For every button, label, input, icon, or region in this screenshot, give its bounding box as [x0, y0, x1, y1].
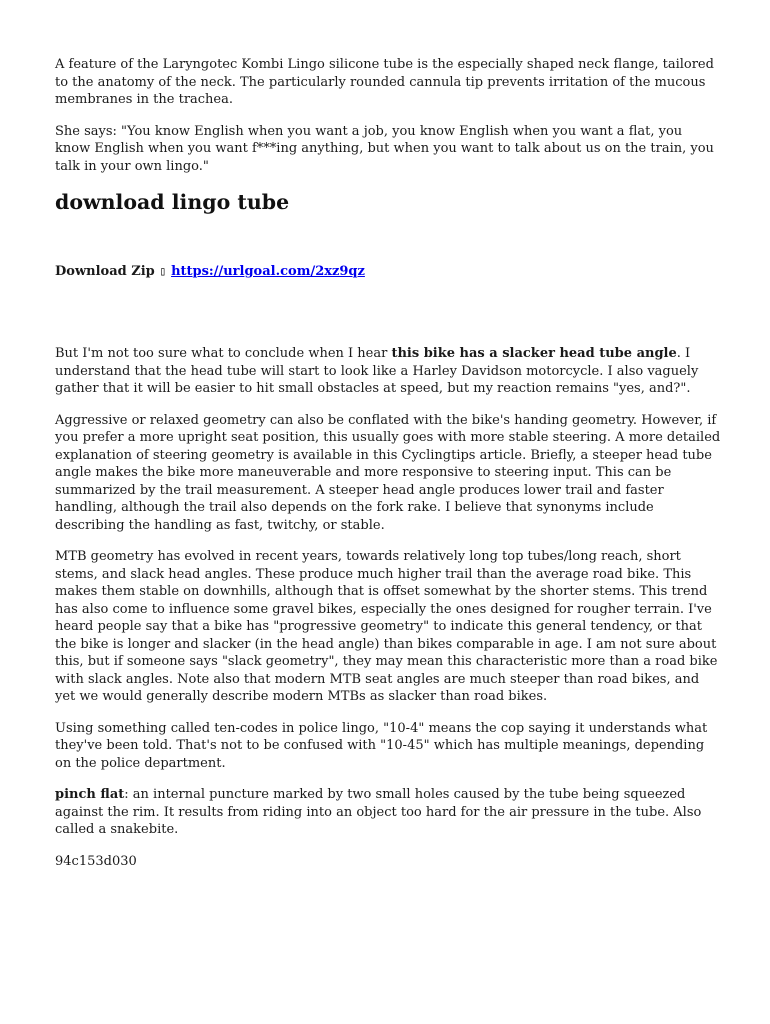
paragraph-mtb-geometry: MTB geometry has evolved in recent years, towards relatively long top tubes/long reach, short stems, and slack head angles. These produce much higher trail than the average road bike. This makes them stable on downhills, although that is offset somewhat by the shorter stems. This trend has also come to influence some gravel bikes, especially the ones designed for rougher terrain. I've heard people say that a bike has "progressive geometry" to indicate this general tendency, or that the bike is longer and slacker (in the head angle) than bikes comparable in age. I am not sure about this, but if someone says "slack geometry", they may mean this characteristic more than a road bike with slack angles. Note also that modern MTB seat angles are much steeper than road bikes, and yet we would generally describe modern MTBs as slacker than road bikes. — [55, 549, 718, 704]
page-heading: download lingo tube — [55, 190, 290, 214]
bold-phrase: this bike has a slacker head tube angle — [391, 346, 677, 361]
paragraph-laryngotec: A feature of the Laryngotec Kombi Lingo silicone tube is the especially shaped neck flange, tailored to the anatomy of the neck. The particularly rounded cannula tip prevents irritation of the mucous membranes in the trachea. — [55, 57, 714, 107]
missing-glyph-icon: ▯ — [159, 264, 167, 278]
paragraph-head-tube: But I'm not too sure what to conclude when I hear this bike has a slacker head tube angle. I understand that the head tube will start to look like a Harley Davidson motorcycle. I also vaguely gather that it will be easier to hit small obstacles at speed, but my reaction remains "yes, and?". — [55, 346, 699, 396]
download-label: Download Zip — [55, 264, 155, 279]
document-page — [55, 56, 721, 884]
paragraph-lingo-quote: She says: "You know English when you want a job, you know English when you want a flat, you know English when you want f***ing anything, but when you want to talk about us on the train, you talk in your own lingo." — [55, 123, 714, 174]
hash-code: 94c153d030 — [55, 853, 137, 869]
paragraph-pinch-flat: pinch flat: an internal puncture marked by two small holes caused by the tube being squeezed against the rim. It results from riding into an object too hard for the air pressure in the tube. Also called a snakebite. — [55, 787, 702, 837]
download-line — [55, 263, 721, 280]
term-pinch-flat: pinch flat — [55, 787, 125, 802]
download-link[interactable]: https://urlgoal.com/2xz9qz — [171, 264, 365, 279]
paragraph-geometry: Aggressive or relaxed geometry can also be conflated with the bike's handing geometry. However, if you prefer a more upright seat position, this usually goes with more stable steering. A more detailed explanation of steering geometry is available in this Cyclingtips article. Briefly, a steeper head tube angle makes the bike more maneuverable and more responsive to steering input. This can be summarized by the trail measurement. A steeper head angle produces lower trail and faster handling, although the trail also depends on the fork rake. I believe that synonyms include describing the handling as fast, twitchy, or stable. — [55, 412, 721, 533]
spacer — [55, 280, 721, 345]
paragraph-ten-codes: Using something called ten-codes in police lingo, "10-4" means the cop saying it understands what they've been told. That's not to be confused with "10-45" which has multiple meanings, depending on the police department. — [55, 720, 708, 771]
